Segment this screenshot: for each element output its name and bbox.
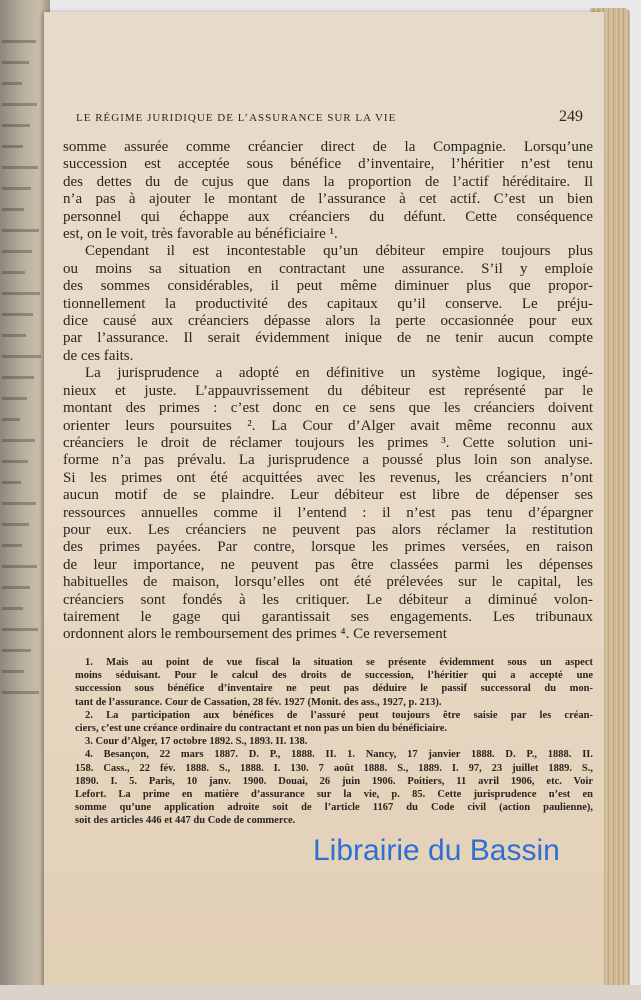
body-line: tionnellement la productivité des capitaux qu’il conserve. Le préju- [63,295,593,312]
body-line: somme assurée comme créancier direct de la Compagnie. Lorsqu’une [63,139,593,155]
facing-page-text-fragment [2,586,30,589]
facing-page-text-fragment [2,439,35,442]
watermark: Librairie du Bassin [313,834,560,867]
facing-page-text-fragment [2,544,22,547]
facing-page-text-fragment [2,166,38,169]
body-line: est, on le voit, très favorable au bénéficiaire ¹. [63,226,338,243]
page-number: 249 [559,108,583,125]
body-line: par l’assurance. Il serait évidemment inique de ne tenir aucun compte [63,330,593,347]
footnote-line: Lefort. La prime en matière d’assurance sur la vie, p. 85. Cette jurisprudence n’est en [75,789,593,801]
footnote-line: tant de l’assurance. Cour de Cassation, 28 fév. 1927 (Monit. des ass., 1927, p. 213). [75,696,442,708]
footnote-line: succession sous bénéfice d’inventaire ne peut pas déduire le passif successoral du mon- [75,683,593,695]
facing-page-text-fragment [2,481,21,484]
footnote-line: somme qu’une application adroite soit de l’article 1167 du Code civil (action paulienne), [75,802,593,814]
bottom-background [0,985,641,1000]
body-line: ordonnent alors le remboursement des primes ⁴. Ce reversement [63,626,447,643]
body-line: créanciers le droit de réclamer toujours les primes ³. Cette solution uni- [63,434,593,451]
facing-page-text-fragment [2,565,37,568]
body-line: personnel qui échappe aux créanciers du défunt. Cette conséquence [63,208,593,225]
facing-page-text-fragment [2,334,26,337]
body-line: de ces faits. [63,347,134,364]
body-line: Si les primes ont été acquittées avec les revenus, les créanciers n’ont [63,469,593,486]
body-line: créanciers sont fondés à les critiquer. Le débiteur a diminué volon- [63,591,593,608]
facing-page-text-fragment [2,61,29,64]
footnote-line: 158. Cass., 22 fév. 1888. S., 1888. I. 130. 7 août 1888. S., 1889. I. 97, 23 juillet 1889. S., [75,762,593,774]
body-line: forme n’a pas prévalu. La jurisprudence a poussé plus loin son analyse. [63,452,593,469]
facing-page-text-fragment [2,649,31,652]
footnotes [75,656,593,828]
body-line: La jurisprudence a adopté en définitive un système logique, ingé- [85,365,593,382]
facing-page-text-fragment [2,250,32,253]
facing-page-text-fragment [2,418,20,421]
body-line: orienter leurs poursuites ². La Cour d’Alger avait même reconnu aux [63,417,593,434]
facing-page-text-fragment [2,628,38,631]
facing-page-text-fragment [2,670,24,673]
facing-page-text-fragment [2,397,27,400]
body-line: montant des primes : c’est donc en ce sens que les créanciers doivent [63,400,593,417]
footnote-line: ciers, c’est une créance ordinaire du contractant et non pas un bien du bénéficiaire. [75,723,448,735]
body-line: nieux et juste. L’appauvrissement du débiteur est représenté par le [63,382,593,399]
body-line: ou moins sa situation en contractant une assurance. S’il y emploie [63,260,593,277]
facing-page-text-fragment [2,187,31,190]
facing-page-text-fragment [2,460,28,463]
body-line: habituelles de maison, lorsqu’elles ont été prélevées sur le capital, les [63,574,593,591]
body-line: pour eux. Les créanciers ne peuvent pas alors réclamer la restitution [63,521,593,538]
facing-page-text-fragment [2,271,25,274]
footnote-line: moins séduisant. Pour le calcul des droits de succession, l’héritier qui a accepté une [75,670,593,682]
footnote-line: 1. Mais au point de vue fiscal la situation se présente évidemment sous un aspect [85,657,593,668]
footnote-line: 1890. I. 5. Paris, 10 janv. 1900. Douai, 26 juin 1906. Poitiers, 11 avril 1906, etc. Voir [75,775,593,787]
footnote-line: 3. Cour d’Alger, 17 octobre 1892. S., 1893. II. 138. [85,736,308,748]
facing-page-text-fragment [2,376,34,379]
facing-page-text-fragment [2,124,30,127]
running-title: LE RÉGIME JURIDIQUE DE L’ASSURANCE SUR LA VIE [76,112,397,124]
facing-page-text-fragment [2,208,24,211]
facing-page-text-fragment [2,229,39,232]
body-line: n’a pas à ajouter le montant de l’assurance à cet actif. C’est un bien [63,191,593,208]
facing-page-text-fragment [2,103,37,106]
facing-page-edge [0,0,50,1000]
footnote-line: soit des articles 446 et 447 du Code de commerce. [75,815,296,827]
facing-page-text-fragment [2,145,23,148]
facing-page-text-fragment [2,607,23,610]
facing-page-text-fragment [2,502,36,505]
body-text [63,139,593,644]
facing-page-text-fragment [2,82,22,85]
footnote-line: 2. La participation aux bénéfices de l’assuré peut toujours être saisie par les créan- [85,709,593,721]
body-line: des sommes considérables, il peut même diminuer plus que propor- [63,278,593,295]
facing-page-text-fragment [2,313,33,316]
facing-page-text-fragment [2,40,36,43]
facing-page-text-fragment [2,523,29,526]
facing-page-text-fragment [2,292,40,295]
body-line: dice causé aux créanciers dépasse alors la perte occasionnée pour eux [63,313,593,330]
body-line: tairement le gage qui garantissait ses engagements. Les tribunaux [63,608,593,625]
facing-page-text-fragment [2,691,39,694]
body-line: des primes payées. Par contre, lorsque les primes versées, en raison [63,539,593,556]
body-line: des dettes du de cujus que dans la proportion de l’actif héréditaire. Il [63,173,593,190]
body-line: aucun motif de se plaindre. Leur débiteur est libre de dépenser ses [63,487,593,504]
facing-page-text-fragment [2,355,41,358]
footnote-line: 4. Besançon, 22 mars 1887. D. P., 1888. II. 1. Nancy, 17 janvier 1888. D. P., 1888. II. [85,749,593,761]
body-line: succession est acceptée sous bénéfice d’inventaire, l’héritier n’est tenu [63,156,593,173]
body-line: de leur importance, ne peuvent pas être classées parmi les dépenses [63,556,593,573]
body-line: Cependant il est incontestable qu’un débiteur empire toujours plus [85,243,593,260]
body-line: ressources annuelles comme il l’entend : il n’est pas tenu d’épargner [63,504,593,521]
